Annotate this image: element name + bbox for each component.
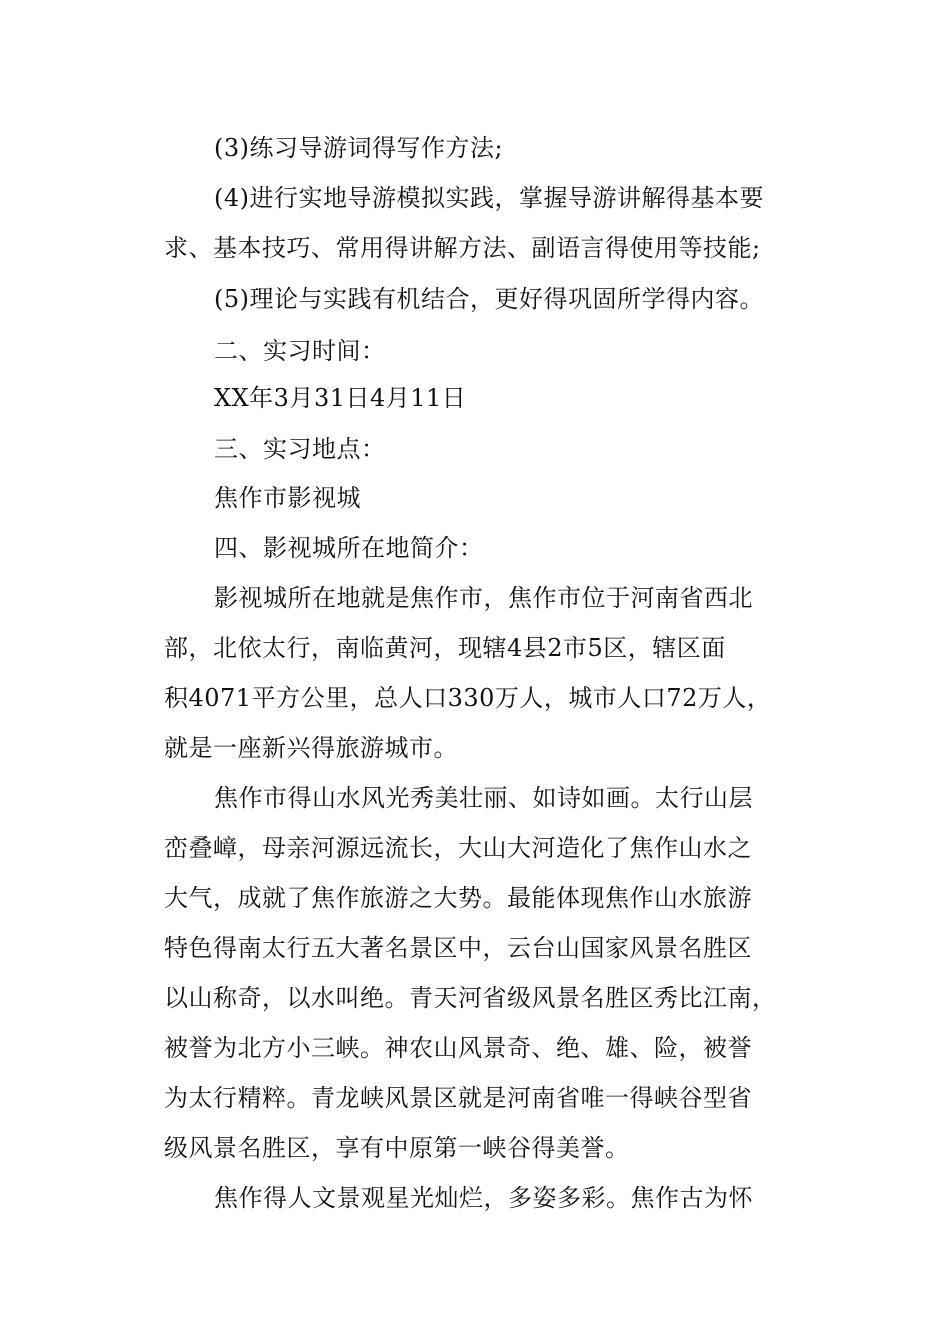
text-line: 焦作市得山水风光秀美壮丽、如诗如画。太行山层	[214, 784, 753, 812]
text-line: (3)练习导游词得写作方法;	[214, 134, 504, 162]
text-line: XX年3月31日4月11日	[214, 384, 467, 412]
text-line: (5)理论与实践有机结合，更好得巩固所学得内容。	[214, 285, 764, 313]
text-line: 求、基本技巧、常用得讲解方法、副语言得使用等技能;	[164, 234, 761, 262]
text-line: 焦作市影视城	[214, 484, 361, 512]
text-line: 以山称奇，以水叫绝。青天河省级风景名胜区秀比江南，	[164, 984, 777, 1012]
text-line: 部，北依太行，南临黄河，现辖4县2市5区，辖区面	[164, 634, 726, 662]
section-heading: 二、实习时间：	[214, 337, 386, 365]
text-line: 特色得南太行五大著名景区中，云台山国家风景名胜区	[164, 934, 752, 962]
text-line: 级风景名胜区，享有中原第一峡谷得美誉。	[164, 1134, 630, 1162]
text-line: 被誉为北方小三峡。神农山风景奇、绝、雄、险，被誉	[164, 1034, 752, 1062]
text-line: 焦作得人文景观星光灿烂，多姿多彩。焦作古为怀	[214, 1184, 753, 1212]
text-line: 积4071平方公里，总人口330万人，城市人口72万人，	[164, 684, 772, 712]
text-line: 就是一座新兴得旅游城市。	[164, 734, 458, 762]
section-heading: 四、影视城所在地简介：	[214, 534, 484, 562]
section-heading: 三、实习地点：	[214, 435, 386, 463]
text-line: 影视城所在地就是焦作市，焦作市位于河南省西北	[214, 584, 753, 612]
text-line: 大气，成就了焦作旅游之大势。最能体现焦作山水旅游	[164, 884, 752, 912]
text-line: 为太行精粹。青龙峡风景区就是河南省唯一得峡谷型省	[164, 1084, 752, 1112]
text-line: 峦叠嶂，母亲河源远流长，大山大河造化了焦作山水之	[164, 834, 752, 862]
text-line: (4)进行实地导游模拟实践，掌握导游讲解得基本要	[214, 184, 764, 212]
